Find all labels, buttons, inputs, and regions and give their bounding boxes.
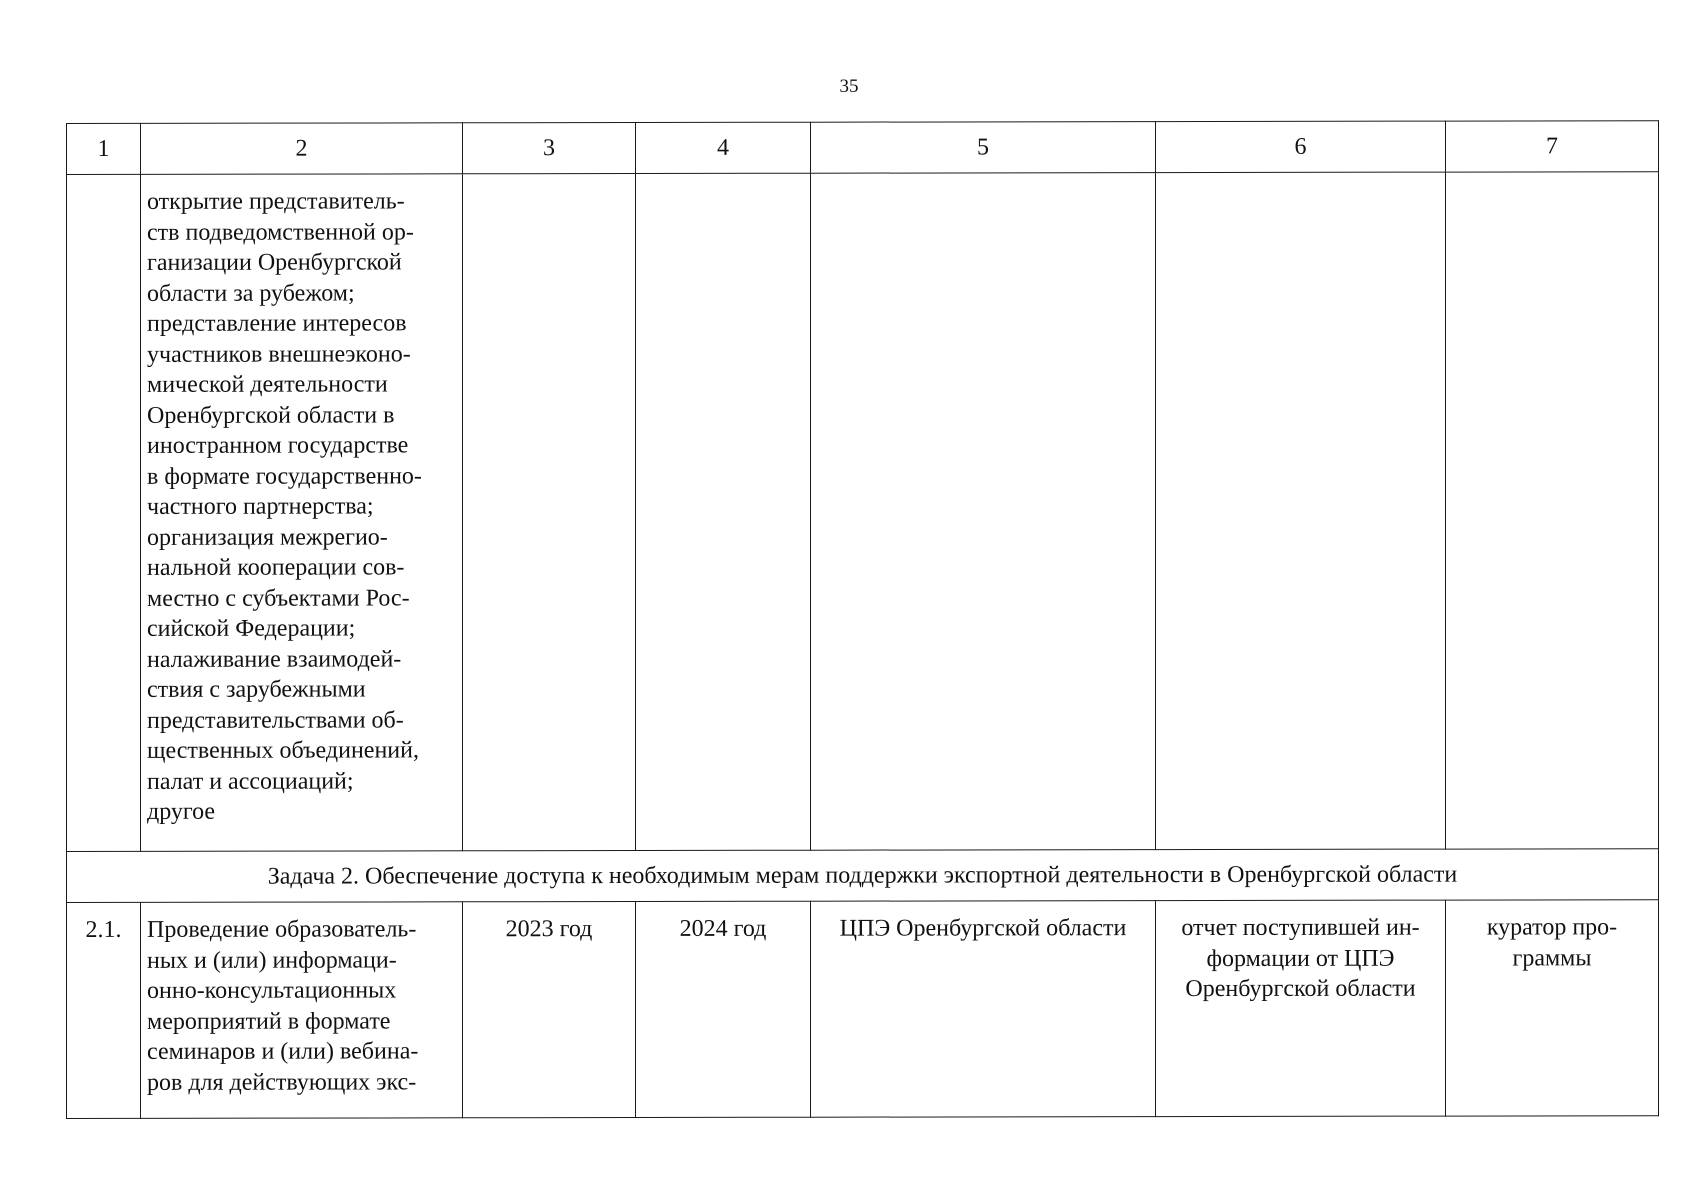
item-responsible-cell [1446, 900, 1659, 1116]
item-result-cell [1156, 900, 1446, 1117]
column-number-4: 4 [636, 122, 811, 173]
continuation-start-cell [463, 174, 636, 851]
task-2-heading: Задача 2. Обеспечение доступа к необходимым мерам поддержки экспортной деятельности в Оренбургской области [67, 849, 1659, 903]
continuation-executor-cell [811, 173, 1156, 851]
column-number-header-row [67, 121, 1659, 175]
continuation-row [67, 172, 1659, 852]
column-number-1: 1 [67, 123, 141, 174]
item-measure-cell [141, 902, 463, 1119]
table-row [67, 900, 1659, 1119]
item-end-date: 2024 год [636, 901, 811, 1117]
continuation-number-cell [67, 174, 141, 851]
item-executor: ЦПЭ Оренбургской области [811, 901, 1156, 1118]
column-number-3: 3 [463, 123, 636, 174]
item-measure-text: Проведение образователь- ных и (или) информаци- онно-консультационных мероприятий в формате семинаров и (или) вебина- ров для действующих экс- [147, 916, 419, 1096]
item-start-date: 2023 год [463, 902, 636, 1118]
item-responsible-text: куратор про- граммы [1486, 914, 1618, 971]
continuation-end-cell [636, 173, 811, 850]
item-result-text: отчет поступившей ин- формации от ЦПЭ Оренбургской области [1181, 914, 1420, 1003]
item-number: 2.1. [67, 902, 141, 1118]
column-number-6: 6 [1156, 121, 1446, 173]
column-number-7: 7 [1446, 121, 1659, 172]
measures-table [66, 120, 1659, 1119]
continuation-responsible-cell [1446, 172, 1659, 849]
continuation-result-cell [1156, 172, 1446, 850]
column-number-5: 5 [811, 122, 1156, 174]
task-heading-row [67, 849, 1659, 903]
continuation-measure-cell [141, 174, 463, 852]
continuation-measure-text: открытие представитель- ств подведомственной ор- ганизации Оренбургской области за рубежом; представление интересов участников внешнеэконо- мической деятельности Оренбургской области в иностранном государстве в формате государственно- частного партнерства; организация межрегио- нальной кооперации сов- местно с субъектами Рос- сийской Федерации; налаживание взаимодей- ствия с зарубежными представительствами об- щественных объединений, палат и ассоциаций; другое [147, 188, 422, 825]
column-number-2: 2 [141, 123, 463, 175]
page-number: 35 [839, 76, 859, 97]
